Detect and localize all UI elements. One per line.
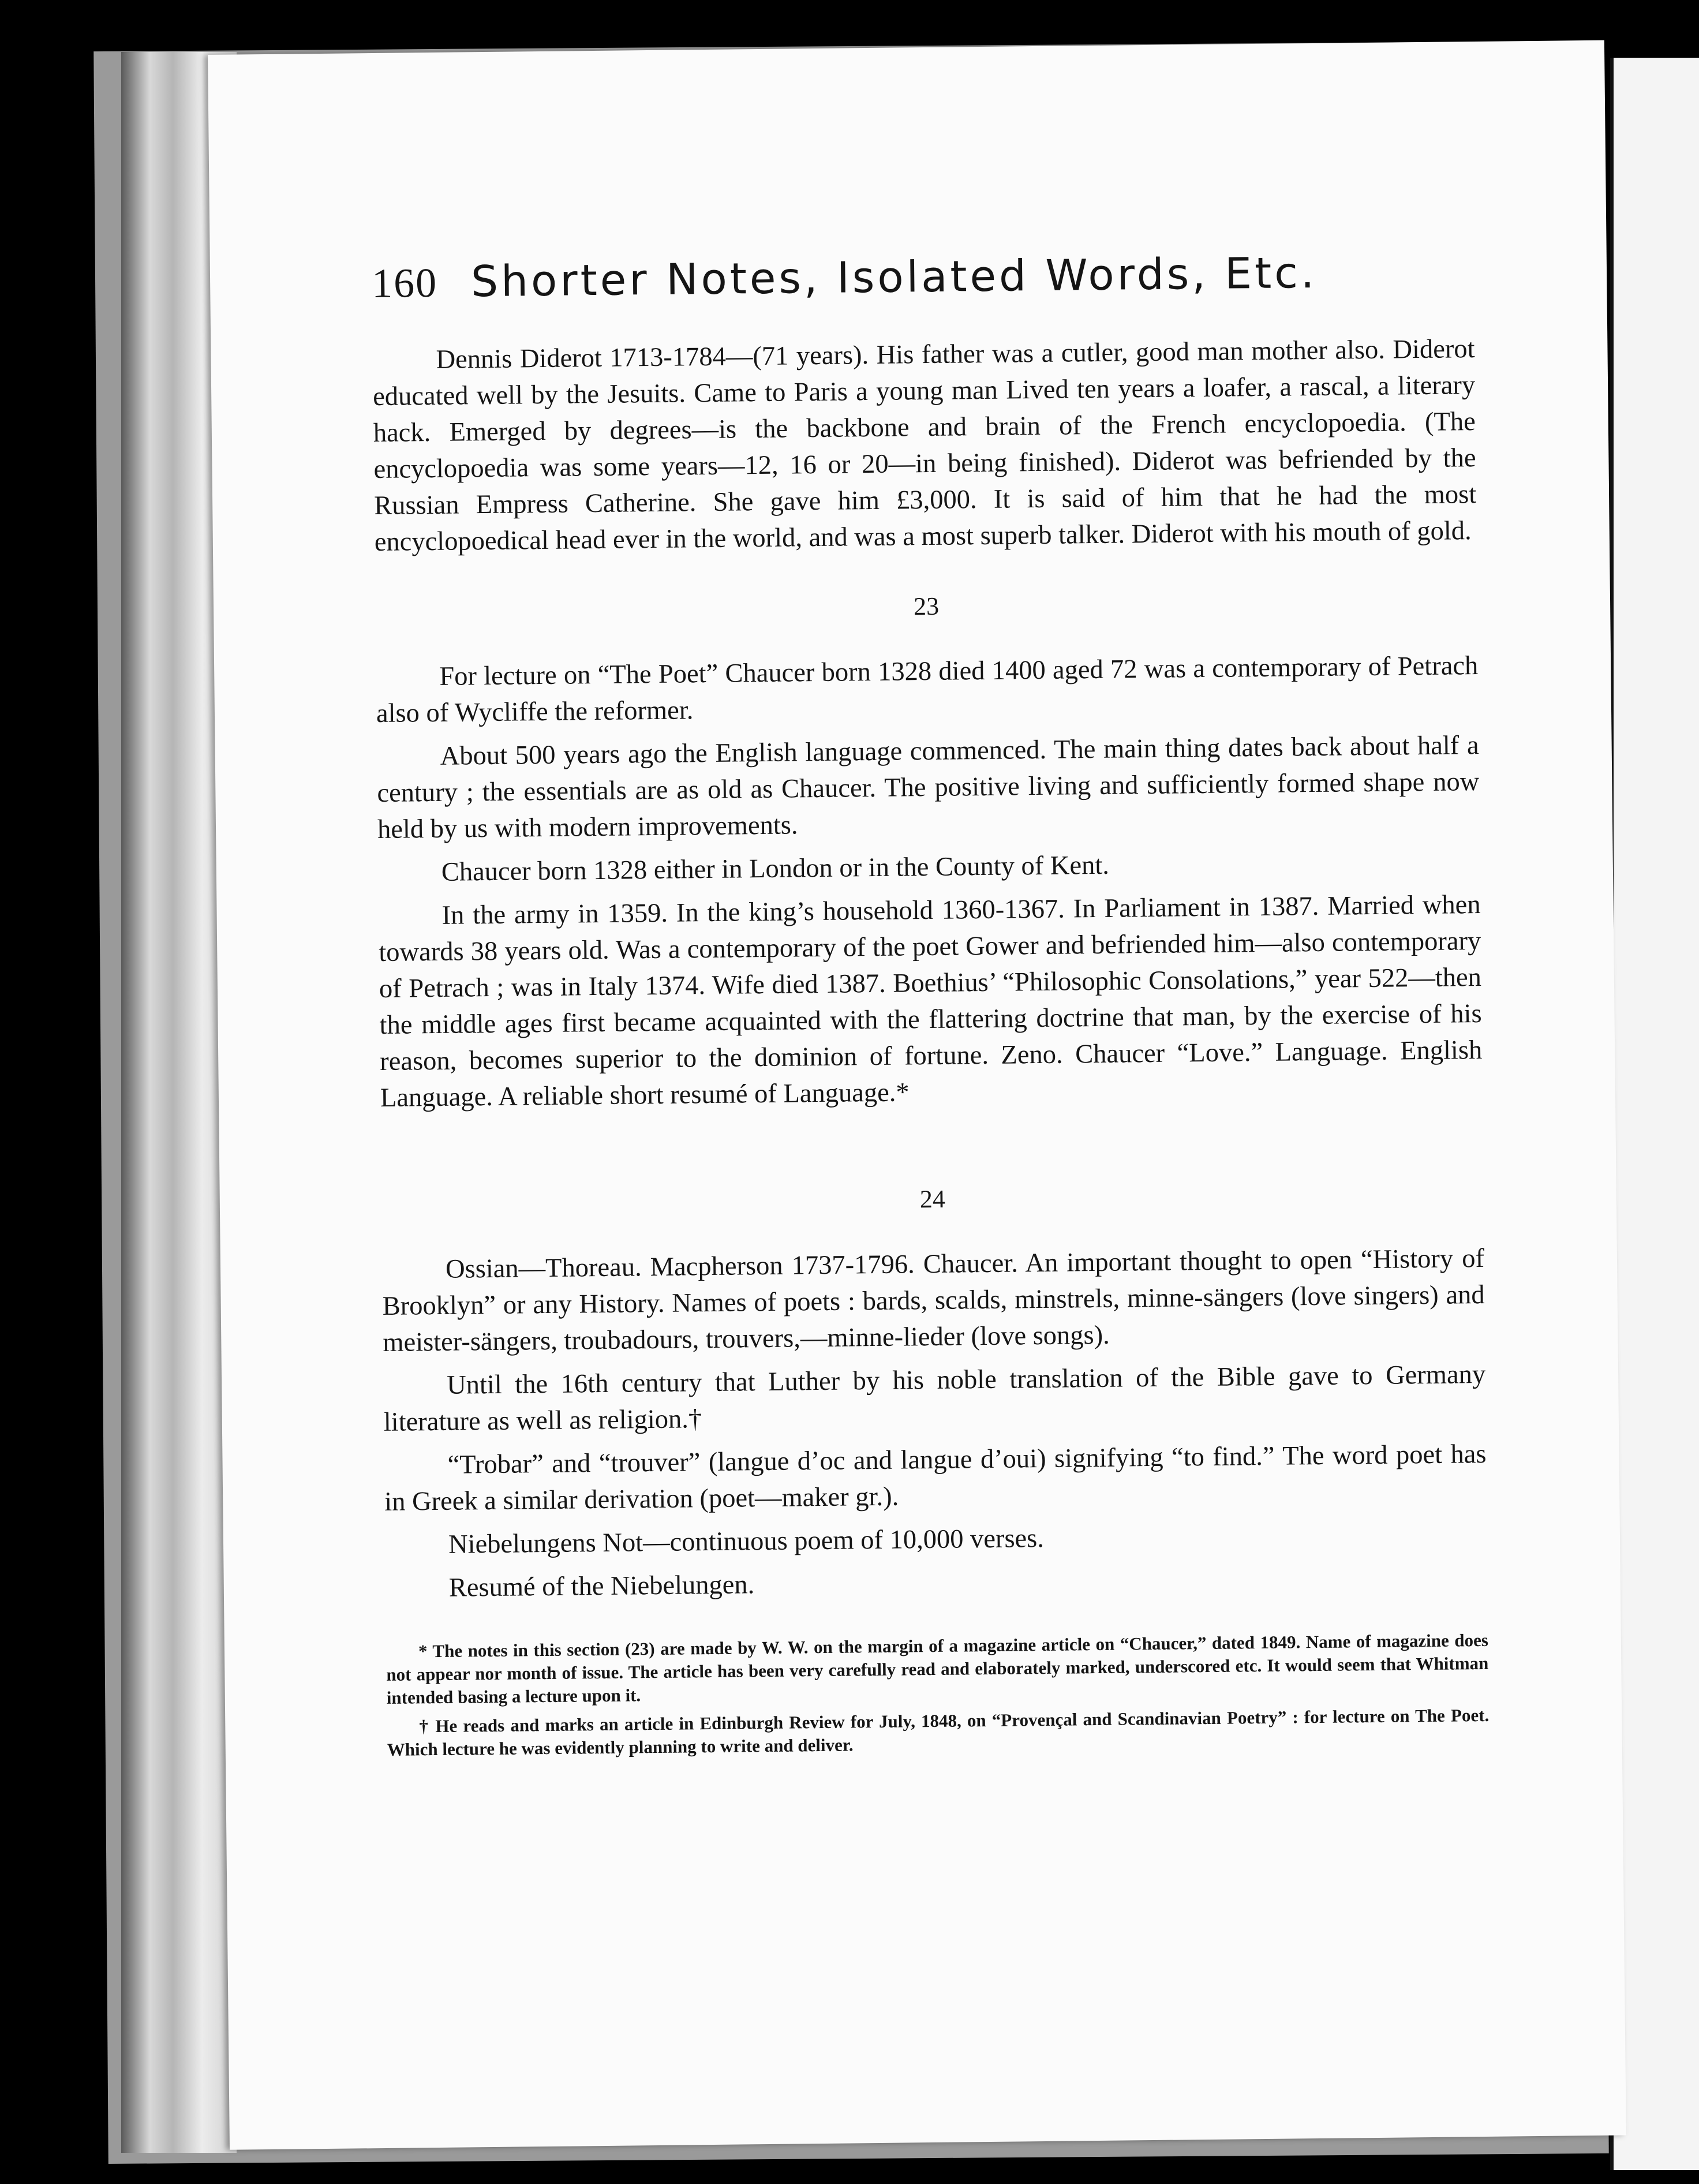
diderot-paragraph: Dennis Diderot 1713-1784—(71 years). His father was a cutler, good man mother also. Diderot educated well by the Jesuits. Came to Paris a young man Lived ten years a loafer, a rascal, a literary hack. Emerged by degrees—is the backbone and brain of the French encyclopoedia. (The encyclopoedia was some years—12, 16 or 20—in being finished). Diderot was befriended by the Russian Empress Catherine. She gave him £3,000. It is said of him that he had the most encyclopoedical head ever in the world, and was a most superb talker. Diderot with his mouth of gold.: [372, 334, 1477, 558]
section-23-paragraph: About 500 years ago the English language commenced. The main thing dates back about half a century ; the essentials are as old as Chaucer. The positive living and sufficiently formed shape now held by us with modern improvements.: [377, 731, 1480, 844]
running-head: [372, 246, 1475, 308]
section-number-24: 24: [919, 1184, 946, 1214]
page-content: [372, 246, 1490, 1767]
section-number-23: 23: [913, 592, 940, 621]
running-title: Shorter Notes, Isolated Words, Etc.: [470, 248, 1318, 307]
section-24-paragraph: Niebelungens Not—continuous poem of 10,000 verses.: [448, 1523, 1045, 1560]
section-24-paragraph: “Trobar” and “trouver” (langue d’oc and langue d’oui) signifying “to find.” The word poet has in Greek a similar derivation (poet—maker gr.).: [384, 1439, 1487, 1517]
page-number: 160: [371, 259, 438, 307]
section-23-paragraph: For lecture on “The Poet” Chaucer born 1328 died 1400 aged 72 was a contemporary of Petrach also of Wycliffe the reformer.: [376, 651, 1479, 729]
section-23-paragraph: In the army in 1359. In the king’s household 1360-1367. In Parliament in 1387. Married when towards 38 years old. Was a contemporary of the poet Gower and befriended him—also contemporary of Petrach ; was in Italy 1374. Wife died 1387. Boethius’ “Philosophic Consolations,” year 522—then the middle ages first became acquainted with the flattering doctrine that man, by the exercise of his reason, becomes superior to the dominion of fortune. Zeno. Chaucer “Love.” Language. English Language. A reliable short resumé of Language.*: [379, 889, 1483, 1113]
section-24-paragraph: Ossian—Thoreau. Macpherson 1737-1796. Chaucer. An important thought to open “History of Brooklyn” or any History. Names of poets : bards, scalds, minstrels, minne-sängers (love singers) and meister-sängers, troubadours, trouvers,—minne-lieder (love songs).: [382, 1243, 1485, 1357]
footnote: † He reads and marks an article in Edinburgh Review for July, 1848, on “Provençal and Scandinavian Poetry” : for lecture on The Poet. Which lecture he was evidently planning to write and deliver.: [387, 1704, 1490, 1760]
section-24-paragraph: Resumé of the Niebelungen.: [448, 1570, 755, 1603]
footnote: * The notes in this section (23) are made by W. W. on the margin of a magazine article on “Chaucer,” dated 1849. Name of magazine does not appear nor month of issue. The article has been very carefully read and elaborately marked, underscored etc. It would seem that Whitman intended basing a lecture upon it.: [386, 1629, 1489, 1708]
facing-page-edge: [1610, 58, 1699, 2170]
footnotes: [386, 1629, 1490, 1762]
section-24-paragraph: Until the 16th century that Luther by his noble translation of the Bible gave to Germany literature as well as religion.†: [383, 1359, 1486, 1437]
book-page: [208, 40, 1626, 2150]
section-23-paragraph: Chaucer born 1328 either in London or in the County of Kent.: [441, 850, 1110, 887]
